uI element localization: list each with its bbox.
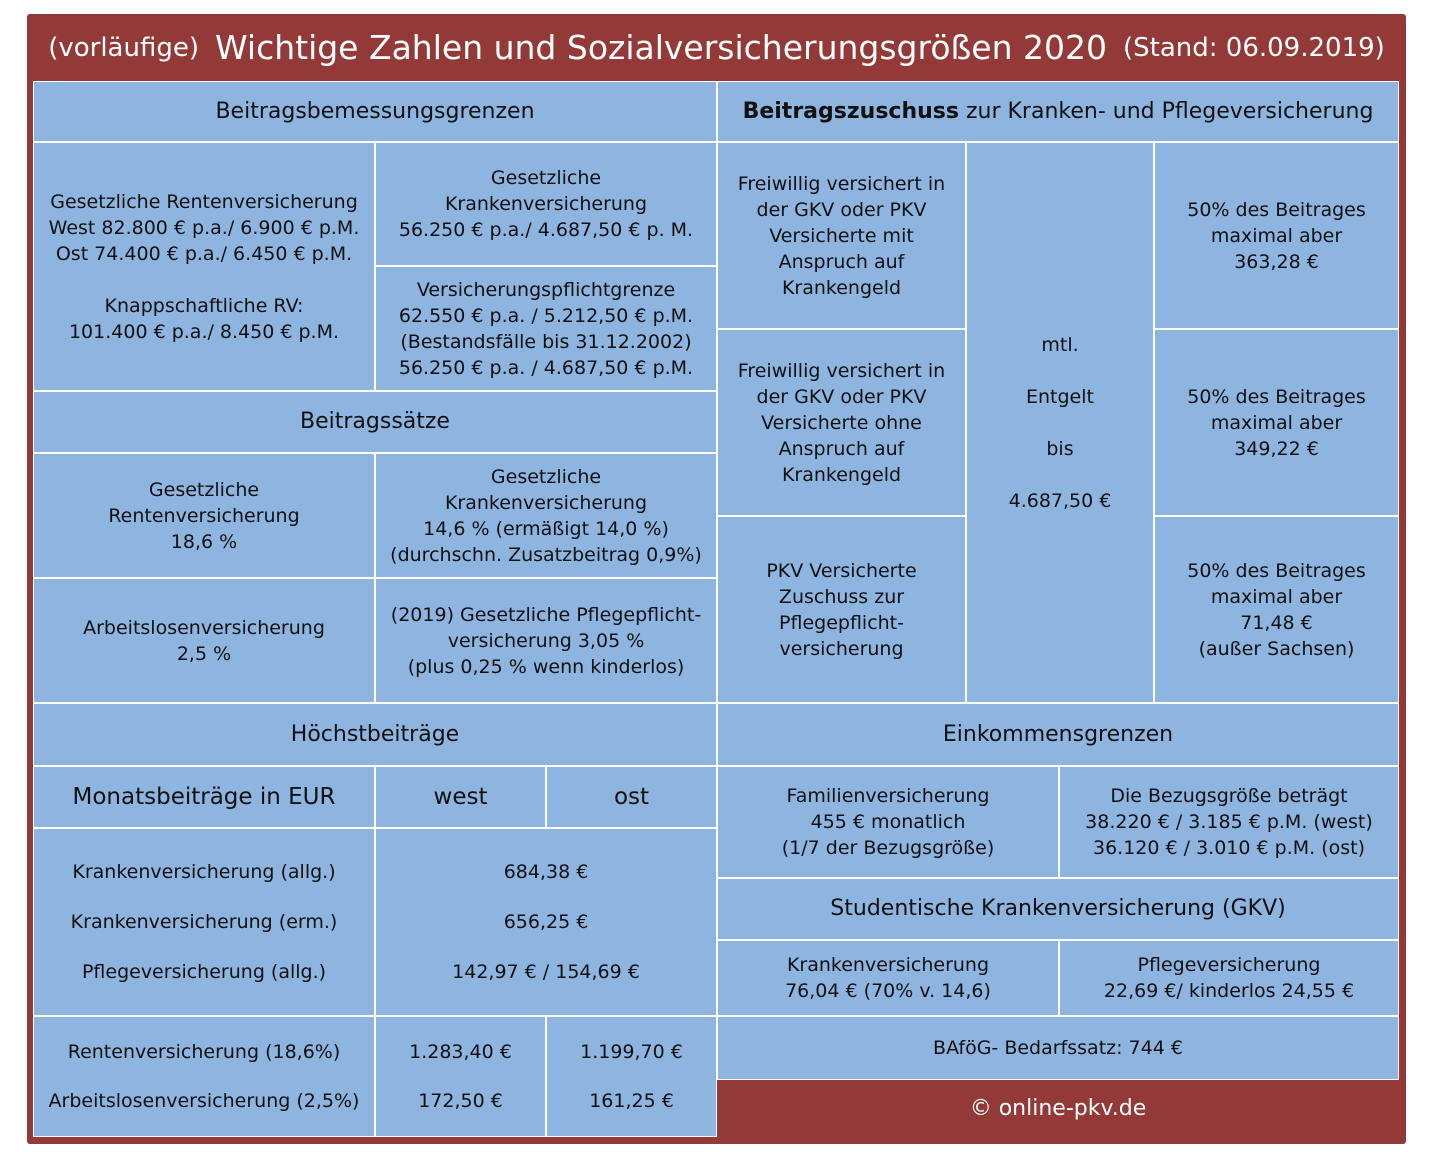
einkommen-bez-l3: 36.120 € / 3.010 € p.M. (ost)	[1092, 837, 1366, 859]
zuschuss-row3-l4: versicherung	[779, 637, 904, 660]
zuschuss-header	[717, 81, 1399, 142]
student-pv-cell	[1059, 940, 1399, 1016]
hoechst-row2-ost: 1.199,70 €	[580, 1040, 683, 1063]
bbg-vpg-cell	[375, 266, 717, 391]
hoechst-col-west	[375, 766, 546, 828]
saetze-grv-l3: 18,6 %	[170, 530, 238, 553]
zuschuss-row1-l5: Krankengeld	[781, 276, 902, 299]
einkommen-fam-l3: (1/7 der Bezugsgröße)	[781, 837, 995, 859]
hoechst-row-value: 142,97 € / 154,69 €	[452, 961, 640, 983]
saetze-pv-l3: (plus 0,25 % wenn kinderlos)	[407, 655, 685, 678]
bbg-grv-l5: 101.400 € p.a./ 8.450 € p.M.	[68, 320, 340, 343]
student-pv-l1: Pflegeversicherung	[1137, 954, 1321, 976]
hoechst-row2-ost: 161,25 €	[589, 1090, 674, 1113]
zuschuss-res3-cell	[1154, 516, 1399, 703]
hoechst-row2-label: Rentenversicherung (18,6%)	[67, 1040, 341, 1063]
bbg-grv-l1: Gesetzliche Rentenversicherung	[50, 190, 358, 213]
hoechst-col-ost-text: ost	[613, 784, 650, 810]
title-stand: (Stand: 06.09.2019)	[1123, 32, 1385, 63]
bbg-grv-l4: Knappschaftliche RV:	[104, 294, 304, 317]
saetze-grv-cell	[33, 453, 375, 578]
saetze-grv-l1: Gesetzliche	[148, 478, 260, 501]
hoechst-row2-west: 1.283,40 €	[409, 1040, 512, 1063]
hoechst-col-west-text: west	[433, 784, 488, 810]
zuschuss-row1-cell	[717, 142, 966, 329]
einkommen-fam-cell	[717, 766, 1059, 878]
saetze-gkv-l1: Gesetzliche	[490, 465, 602, 488]
student-header-text: Studentische Krankenversicherung (GKV)	[830, 896, 1286, 921]
zuschuss-header-bold: Beitragszuschuss	[742, 98, 959, 124]
einkommen-bez-l2: 38.220 € / 3.185 € p.M. (west)	[1085, 811, 1373, 833]
einkommen-fam-l1: Familienversicherung	[786, 785, 990, 807]
saetze-gkv-l4: (durchschn. Zusatzbeitrag 0,9%)	[390, 543, 702, 566]
hoechst-labels-cell	[33, 828, 375, 1016]
bafoeg-cell	[717, 1016, 1399, 1080]
hoechst-header	[33, 703, 717, 766]
saetze-gkv-cell	[375, 453, 717, 578]
einkommen-header	[717, 703, 1399, 766]
page-title	[27, 14, 1406, 81]
saetze-alv-l2: 2,5 %	[176, 642, 232, 665]
zuschuss-res3-l4: (außer Sachsen)	[1198, 637, 1355, 660]
saetze-header-text: Beitragssätze	[300, 409, 450, 434]
zuschuss-row3-l2: Zuschuss zur	[778, 585, 905, 608]
title-main: Wichtige Zahlen und Sozialversicherungsgrößen 2020	[215, 28, 1107, 67]
saetze-pv-l2: versicherung 3,05 %	[447, 629, 645, 652]
zuschuss-res2-l3: 349,22 €	[1234, 437, 1319, 460]
bbg-vpg-l4: 56.250 € p.a. / 4.687,50 € p.M.	[398, 356, 694, 379]
zuschuss-row3-cell	[717, 516, 966, 703]
zuschuss-row2-l3: Versicherte ohne	[761, 411, 922, 434]
bbg-vpg-l1: Versicherungspflichtgrenze	[416, 278, 676, 301]
student-kv-cell	[717, 940, 1059, 1016]
bbg-gkv-l2: Krankenversicherung	[444, 193, 648, 215]
bbg-vpg-l3: (Bestandsfälle bis 31.12.2002)	[400, 330, 692, 353]
bbg-gkv-cell	[375, 142, 717, 266]
hoechst-row-value: 684,38 €	[503, 861, 589, 883]
zuschuss-header-rest: zur Kranken- und Pflegeversicherung	[958, 98, 1374, 124]
saetze-gkv-l2: Krankenversicherung	[444, 491, 648, 514]
bafoeg-text: BAföG- Bedarfssatz: 744 €	[933, 1037, 1183, 1059]
zuschuss-row3-l3: Pflegepflicht-	[779, 611, 904, 634]
bbg-vpg-l2: 62.550 € p.a. / 5.212,50 € p.M.	[398, 304, 694, 327]
copyright-footer	[717, 1080, 1399, 1137]
zuschuss-res1-l1: 50% des Beitrages	[1187, 198, 1366, 221]
zuschuss-res1-l3: 363,28 €	[1234, 250, 1319, 273]
zuschuss-row1-l4: Anspruch auf	[778, 250, 905, 273]
saetze-header	[33, 391, 717, 453]
zuschuss-middle-cell	[966, 142, 1154, 703]
zuschuss-res2-l2: maximal aber	[1210, 411, 1343, 434]
zuschuss-middle-l4: 4.687,50 €	[1008, 489, 1112, 512]
bbg-grv-l3: Ost 74.400 € p.a./ 6.450 € p.M.	[55, 242, 353, 265]
student-kv-l1: Krankenversicherung	[786, 954, 990, 976]
hoechst-header-text: Höchstbeiträge	[290, 721, 460, 747]
zuschuss-row2-l4: Anspruch auf	[778, 437, 905, 460]
zuschuss-row2-l2: der GKV oder PKV	[756, 385, 927, 408]
student-header	[717, 878, 1399, 940]
hoechst-row2-label: Arbeitslosenversicherung (2,5%)	[48, 1090, 360, 1113]
zuschuss-row1-l1: Freiwillig versichert in	[737, 172, 946, 195]
zuschuss-middle-l1: mtl.	[1041, 333, 1079, 356]
bbg-gkv-l3: 56.250 € p.a./ 4.687,50 € p. M.	[398, 219, 694, 241]
einkommen-bez-cell	[1059, 766, 1399, 878]
zuschuss-res2-l1: 50% des Beitrages	[1187, 385, 1366, 408]
zuschuss-row2-cell	[717, 329, 966, 516]
zuschuss-middle-l2: Entgelt	[1026, 385, 1094, 408]
einkommen-fam-l2: 455 € monatlich	[810, 811, 966, 833]
zuschuss-header-text	[743, 99, 1374, 125]
zuschuss-res3-l2: maximal aber	[1210, 585, 1343, 608]
hoechst-col-label-text: Monatsbeiträge in EUR	[72, 784, 336, 810]
saetze-pv-cell	[375, 578, 717, 703]
bbg-grv-cell	[33, 142, 375, 391]
hoechst-col-ost	[546, 766, 717, 828]
student-kv-l2: 76,04 € (70% v. 14,6)	[785, 980, 991, 1002]
bbg-header	[33, 81, 717, 142]
saetze-pv-l1: (2019) Gesetzliche Pflegepflicht-	[390, 603, 702, 626]
hoechst-row-label: Pflegeversicherung (allg.)	[81, 961, 327, 983]
hoechst-row2-west: 172,50 €	[418, 1090, 503, 1113]
zuschuss-row1-l2: der GKV oder PKV	[756, 198, 927, 221]
zuschuss-res1-cell	[1154, 142, 1399, 329]
hoechst-labels2-cell	[33, 1016, 375, 1137]
hoechst-west-cell	[375, 1016, 546, 1137]
hoechst-values-cell	[375, 828, 717, 1016]
zuschuss-res3-l3: 71,48 €	[1240, 611, 1313, 634]
saetze-alv-l1: Arbeitslosenversicherung	[83, 616, 325, 639]
hoechst-row-label: Krankenversicherung (erm.)	[70, 911, 338, 933]
hoechst-ost-cell	[546, 1016, 717, 1137]
saetze-grv-l2: Rentenversicherung	[108, 504, 300, 527]
copyright-text: © online-pkv.de	[969, 1096, 1147, 1121]
zuschuss-res2-cell	[1154, 329, 1399, 516]
zuschuss-row1-l3: Versicherte mit	[769, 224, 914, 247]
bbg-gkv-l1: Gesetzliche	[490, 167, 602, 189]
hoechst-row-label: Krankenversicherung (allg.)	[72, 861, 336, 883]
zuschuss-row2-l5: Krankengeld	[781, 463, 902, 486]
saetze-alv-cell	[33, 578, 375, 703]
bbg-grv-l2: West 82.800 € p.a./ 6.900 € p.M.	[48, 216, 360, 239]
zuschuss-res3-l1: 50% des Beitrages	[1187, 559, 1366, 582]
einkommen-header-text: Einkommensgrenzen	[942, 721, 1174, 747]
hoechst-col-label	[33, 766, 375, 828]
hoechst-row-value: 656,25 €	[503, 911, 589, 933]
bbg-header-text: Beitragsbemessungsgrenzen	[215, 98, 535, 124]
zuschuss-res1-l2: maximal aber	[1210, 224, 1343, 247]
zuschuss-row2-l1: Freiwillig versichert in	[737, 359, 946, 382]
title-prefix: (vorläufige)	[48, 32, 199, 63]
student-pv-l2: 22,69 €/ kinderlos 24,55 €	[1103, 980, 1355, 1002]
einkommen-bez-l1: Die Bezugsgröße beträgt	[1110, 785, 1348, 807]
zuschuss-row3-l1: PKV Versicherte	[766, 559, 917, 582]
saetze-gkv-l3: 14,6 % (ermäßigt 14,0 %)	[423, 517, 669, 540]
zuschuss-middle-l3: bis	[1046, 437, 1074, 460]
